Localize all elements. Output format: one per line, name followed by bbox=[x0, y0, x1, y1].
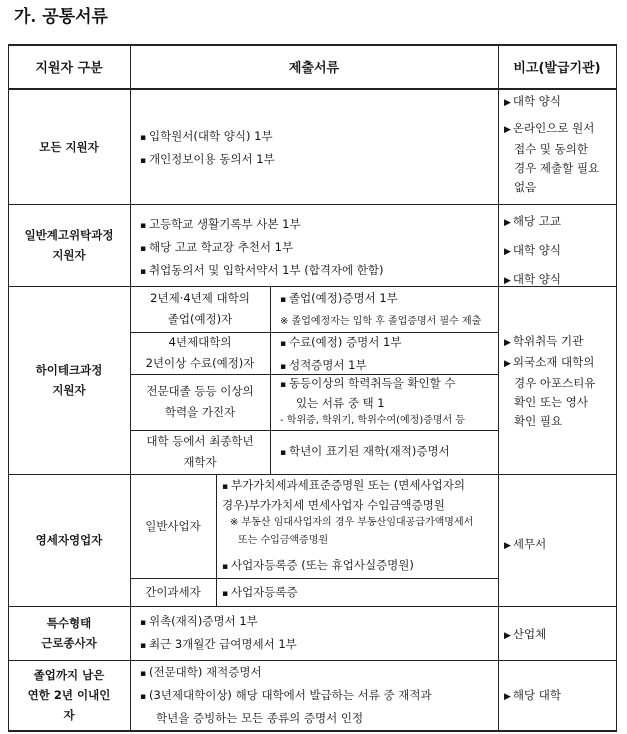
note-line: ▶ 외국소재 대학의 bbox=[504, 353, 612, 374]
hightech-docs-completion bbox=[280, 332, 401, 378]
note-line: ▶ 온라인으로 원서 bbox=[504, 119, 612, 140]
note-line: ▶ 대학 양식 bbox=[504, 266, 561, 295]
header-documents: 제출서류 bbox=[288, 60, 340, 76]
note-line: 확인 필요 bbox=[514, 414, 563, 428]
doc-item: ▪ 위촉(재직)증명서 1부 bbox=[140, 611, 297, 634]
doc-item: ▪ 최근 3개월간 급여명세서 1부 bbox=[140, 634, 297, 657]
doc-item: ▪ 부가가치세과세표준증명원 또는 (면세사업자의 bbox=[222, 476, 496, 496]
group-general-course bbox=[8, 204, 130, 286]
note-line: ▶ 학위취득 기관 bbox=[504, 332, 612, 353]
sub-label: 일반사업자 bbox=[145, 518, 201, 533]
doc-item: ▪ 수료(예정) 증명서 1부 bbox=[280, 332, 401, 355]
note-line: ▶ 세무서 bbox=[504, 534, 546, 557]
general-notes bbox=[504, 208, 561, 295]
doc-item: 경우)부가가치세 면세사업자 수입금액증명원 bbox=[222, 498, 445, 512]
group-label: 모든 지원자 bbox=[39, 140, 99, 154]
note-line: 경우 아포스티유 bbox=[514, 376, 596, 390]
sub-label: 간이과세자 bbox=[145, 584, 201, 599]
business-sub-general bbox=[130, 474, 216, 578]
hightech-sub-graduates bbox=[130, 286, 270, 332]
sub-label: 학력을 가진자 bbox=[164, 405, 236, 419]
general-docs bbox=[140, 214, 384, 283]
group-label: 일반계고위탁과정 bbox=[24, 228, 114, 242]
grad-docs bbox=[140, 662, 432, 729]
group-near-graduation bbox=[8, 660, 130, 730]
doc-remark: - 학위증, 학위기, 학위수여(예정)증명서 등 bbox=[280, 415, 466, 426]
doc-item: ▪ 입학원서(대학 양식) 1부 bbox=[140, 126, 275, 149]
all-note bbox=[504, 92, 612, 197]
note-line: 경우 제출할 필요 bbox=[514, 161, 600, 175]
group-special-workers bbox=[8, 606, 130, 660]
business-docs-general bbox=[222, 476, 496, 576]
group-hightech bbox=[8, 286, 130, 474]
all-docs bbox=[140, 126, 275, 172]
doc-remark: 또는 수입금액증명원 bbox=[238, 535, 329, 546]
sub-label: 4년제대학의 bbox=[168, 335, 232, 349]
doc-item: ▪ 사업자등록증 bbox=[222, 582, 298, 605]
group-label: 하이테크과정 bbox=[35, 363, 103, 377]
group-label: 지원자 bbox=[52, 248, 86, 262]
group-label: 특수형태 bbox=[46, 616, 92, 630]
doc-item: ▪ 해당 고교 학교장 추천서 1부 bbox=[140, 237, 384, 260]
page-title: 가. 공통서류 bbox=[14, 7, 108, 27]
hightech-note bbox=[504, 332, 612, 431]
sub-label: 졸업(예정)자 bbox=[167, 312, 233, 326]
group-all-applicants bbox=[8, 90, 130, 204]
doc-item: ▪ 사업자등록증 (또는 휴업사실증명원) bbox=[222, 556, 496, 576]
doc-item: ▪ 개인정보이용 동의서 1부 bbox=[140, 149, 275, 172]
doc-remark: ※ 부동산 임대사업자의 경우 부동산임대공급가액명세서 bbox=[230, 517, 474, 528]
note-line: ▶ 대학 양식 bbox=[504, 237, 561, 266]
group-label: 졸업까지 남은 bbox=[33, 668, 105, 682]
doc-item: 있는 서류 중 택 1 bbox=[296, 396, 385, 410]
hightech-docs-graduates bbox=[280, 288, 481, 332]
special-note bbox=[504, 624, 546, 647]
business-sub-simplified bbox=[130, 578, 216, 606]
hightech-sub-completion bbox=[130, 332, 270, 374]
doc-remark: ※ 졸업예정자는 입학 후 졸업증명서 필수 제출 bbox=[280, 316, 482, 327]
sub-label: 대학 등에서 최종학년 bbox=[146, 434, 254, 448]
note-line: ▶ 산업체 bbox=[504, 624, 546, 647]
group-label: 자 bbox=[63, 708, 75, 722]
note-line: ▶ 해당 고교 bbox=[504, 208, 561, 237]
doc-item: ▪ 학년이 표기된 재학(재적)증명서 bbox=[280, 441, 450, 464]
doc-item: 학년을 증빙하는 모든 종류의 증명서 인정 bbox=[156, 711, 364, 725]
hightech-sub-equivalent bbox=[130, 374, 270, 430]
sub-label: 전문대졸 등등 이상의 bbox=[146, 384, 254, 398]
doc-item: ▪ 고등학교 생활기록부 사본 1부 bbox=[140, 214, 384, 237]
note-line: ▶ 대학 양식 bbox=[504, 92, 612, 113]
note-line: 없음 bbox=[514, 180, 537, 194]
special-docs bbox=[140, 611, 297, 657]
hightech-docs-enrolled bbox=[280, 441, 450, 464]
business-note bbox=[504, 534, 546, 557]
hightech-docs-equivalent bbox=[280, 374, 494, 430]
note-line: ▶ 해당 대학 bbox=[504, 685, 561, 708]
sub-label: 2년이상 수료(예정)자 bbox=[145, 356, 255, 370]
group-label: 근로종사자 bbox=[41, 636, 97, 650]
hightech-sub-enrolled bbox=[130, 430, 270, 474]
doc-item: ▪ 성적증명서 1부 bbox=[280, 355, 401, 378]
header-applicant-type: 지원자 구분 bbox=[35, 60, 103, 76]
grad-note bbox=[504, 685, 561, 708]
header-remarks: 비고(발급기관) bbox=[513, 60, 601, 76]
group-small-business bbox=[8, 474, 130, 606]
business-docs-simplified bbox=[222, 582, 298, 605]
group-label: 연한 2년 이내인 bbox=[27, 688, 111, 702]
note-line: 접수 및 동의한 bbox=[514, 142, 588, 156]
doc-item: ▪ 취업동의서 및 입학서약서 1부 (합격자에 한함) bbox=[140, 260, 384, 283]
sub-label: 2년제·4년제 대학의 bbox=[150, 291, 250, 305]
group-label: 지원자 bbox=[52, 383, 86, 397]
doc-item: ▪ (전문대학) 재적증명서 bbox=[140, 662, 432, 685]
doc-item: ▪ 동등이상의 학력취득을 확인할 수 bbox=[280, 374, 494, 394]
sub-label: 재학자 bbox=[183, 455, 217, 469]
doc-item: ▪ (3년제대학이상) 해당 대학에서 발급하는 서류 중 재적과 bbox=[140, 685, 432, 708]
documents-table bbox=[8, 44, 617, 732]
doc-item: ▪ 졸업(예정)증명서 1부 bbox=[280, 288, 481, 311]
group-label: 영세자영업자 bbox=[35, 533, 103, 547]
note-line: 확인 또는 영사 bbox=[514, 395, 588, 409]
